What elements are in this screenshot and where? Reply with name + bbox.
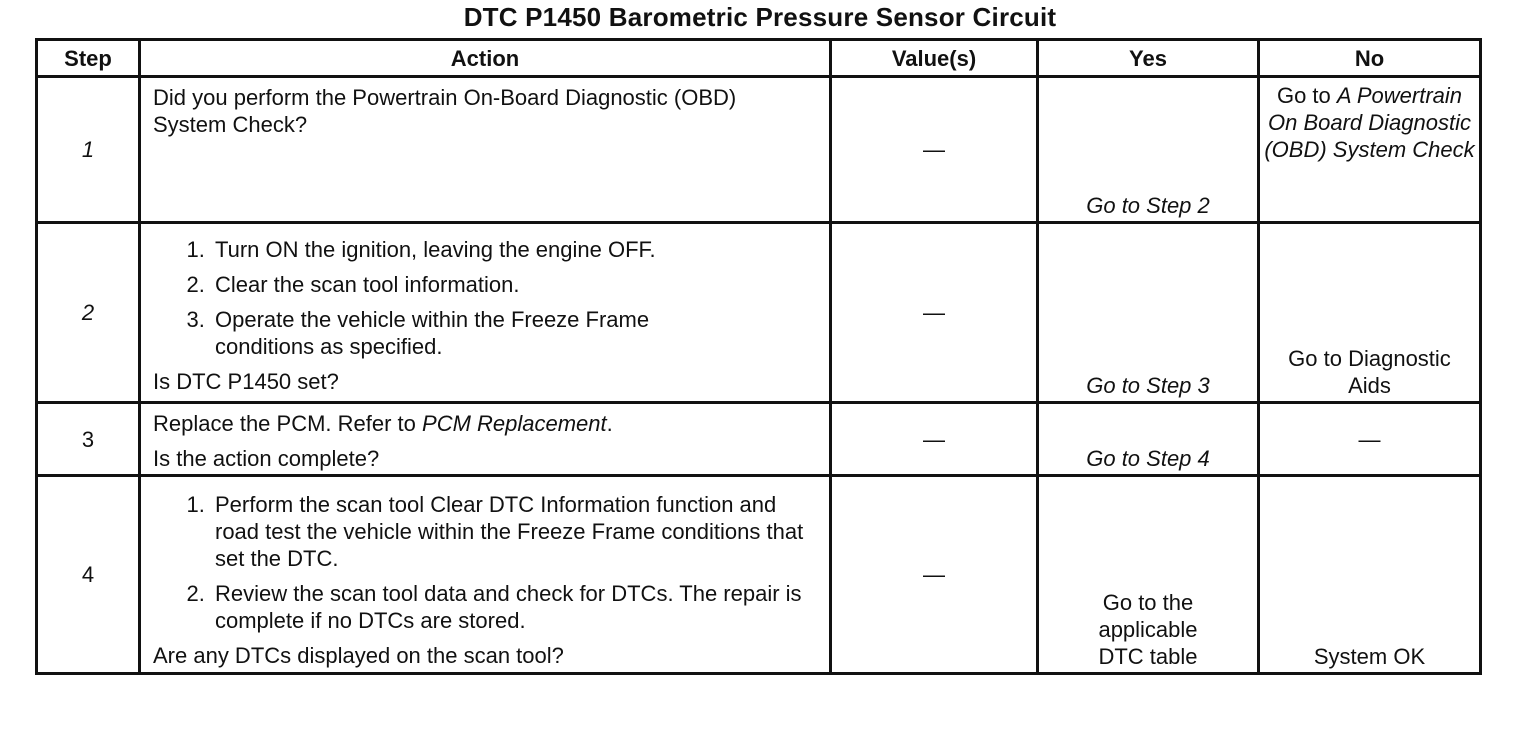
table-row bbox=[37, 77, 1481, 223]
no-cell bbox=[1259, 77, 1481, 223]
table-header-row bbox=[37, 40, 1481, 77]
value-cell bbox=[831, 403, 1038, 476]
action-suffix: . bbox=[606, 411, 613, 436]
action-question: Are any DTCs displayed on the scan tool? bbox=[153, 643, 564, 668]
value-dash: — bbox=[923, 300, 945, 325]
header-step: Step bbox=[37, 40, 140, 77]
yes-cell bbox=[1038, 77, 1259, 223]
list-item: 2. Clear the scan tool information. bbox=[211, 271, 821, 298]
yes-cell bbox=[1038, 403, 1259, 476]
value-cell bbox=[831, 77, 1038, 223]
action-cell bbox=[140, 77, 831, 223]
header-yes: Yes bbox=[1038, 40, 1259, 77]
yes-text: Go to Step 4 bbox=[1086, 446, 1210, 471]
yes-text: Go to Step 3 bbox=[1086, 373, 1210, 398]
action-list bbox=[153, 491, 821, 634]
list-item: 2. Review the scan tool data and check for DTCs. The repair is complete if no DTCs are stored. bbox=[211, 580, 825, 634]
page-title: DTC P1450 Barometric Pressure Sensor Circuit bbox=[463, 2, 1057, 32]
yes-text: Go to the applicable DTC table bbox=[1098, 590, 1198, 669]
yes-text: Go to Step 2 bbox=[1086, 193, 1210, 218]
no-reference-link[interactable]: A Powertrain On Board Diagnostic (OBD) System Check bbox=[1264, 83, 1475, 162]
action-list bbox=[153, 236, 821, 360]
action-reference-link[interactable]: PCM Replacement bbox=[422, 411, 607, 436]
no-text: Go to Diagnostic Aids bbox=[1288, 346, 1451, 398]
list-item: 1. Perform the scan tool Clear DTC Information function and road test the vehicle within the Freeze Frame conditions that set the DTC. bbox=[211, 491, 825, 572]
table-row bbox=[37, 223, 1481, 403]
no-cell bbox=[1259, 476, 1481, 674]
value-dash: — bbox=[923, 137, 945, 162]
no-text: System OK bbox=[1313, 644, 1426, 669]
action-cell bbox=[140, 476, 831, 674]
step-number: 4 bbox=[37, 476, 140, 674]
action-prefix: Replace the PCM. Refer to bbox=[153, 411, 423, 436]
step-number: 1 bbox=[37, 77, 140, 223]
action-text: Did you perform the Powertrain On-Board Diagnostic (OBD) System Check? bbox=[153, 85, 737, 137]
value-cell bbox=[831, 223, 1038, 403]
no-prefix: Go to bbox=[1276, 83, 1337, 108]
action-question: Is DTC P1450 set? bbox=[153, 369, 339, 394]
action-cell bbox=[140, 403, 831, 476]
action-question: Is the action complete? bbox=[153, 446, 380, 471]
value-dash: — bbox=[923, 562, 945, 587]
step-number: 2 bbox=[37, 223, 140, 403]
yes-cell bbox=[1038, 223, 1259, 403]
value-dash: — bbox=[923, 426, 945, 452]
yes-cell bbox=[1038, 476, 1259, 674]
action-cell bbox=[140, 223, 831, 403]
header-action: Action bbox=[140, 40, 831, 77]
header-no: No bbox=[1259, 40, 1481, 77]
no-dash: — bbox=[1358, 426, 1381, 452]
value-cell bbox=[831, 476, 1038, 674]
list-item: 1. Turn ON the ignition, leaving the engine OFF. bbox=[211, 236, 821, 263]
diagnostic-table bbox=[35, 38, 1482, 675]
list-item: 3. Operate the vehicle within the Freeze Frame conditions as specified. bbox=[211, 306, 715, 360]
table-row bbox=[37, 476, 1481, 674]
action-text bbox=[153, 406, 821, 437]
no-cell bbox=[1259, 223, 1481, 403]
no-cell bbox=[1259, 403, 1481, 476]
step-number: 3 bbox=[37, 403, 140, 476]
header-values: Value(s) bbox=[831, 40, 1038, 77]
table-row bbox=[37, 403, 1481, 476]
